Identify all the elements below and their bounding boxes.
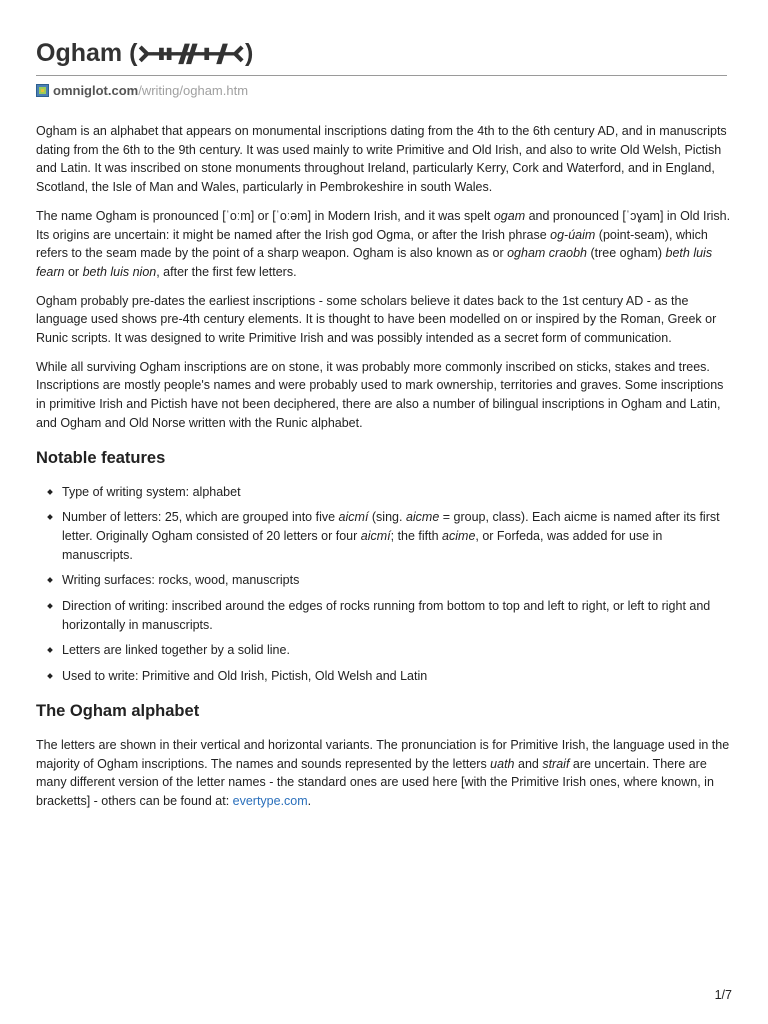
alphabet-paragraph: The letters are shown in their vertical and horizontal variants. The pronunciation is for Primitive Irish, the language used in the majority of Ogham inscriptions. The names and sounds represented by the letters uath and straif are uncertain. There are many different version of the letter names - the standard ones are used here [with the Primitive Irish ones, where known, in bracketts] - others can be found at: evertype.com. bbox=[36, 737, 730, 808]
list-item: Writing surfaces: rocks, wood, manuscripts bbox=[62, 571, 734, 590]
ogham-alphabet-heading: The Ogham alphabet bbox=[36, 701, 200, 720]
page-number: 1/7 bbox=[714, 988, 732, 1002]
article-body bbox=[36, 122, 734, 821]
source-path[interactable]: /writing/ogham.htm bbox=[138, 83, 249, 98]
features-list bbox=[36, 483, 734, 686]
list-item: Direction of writing: inscribed around the edges of rocks running from bottom to top and left to right, or left to right and horizontally in manuscripts. bbox=[62, 597, 734, 634]
intro-paragraph-2: The name Ogham is pronounced [ˈoːm] or [ˈoːəm] in Modern Irish, and it was spelt ogam and pronounced [ˈɔɣam] in Old Irish. Its origins are uncertain: it might be named after the Irish god Ogma, or after the Irish phrase og-úaim (point-seam), which refers to the seam made by the point of a sharp weapon. Ogham is also known as or ogham craobh (tree ogham) beth luis fearn or beth luis nion, after the first few letters. bbox=[36, 208, 731, 279]
title-divider bbox=[36, 75, 727, 76]
intro-paragraph-4: While all surviving Ogham inscriptions are on stone, it was probably more commonly inscribed on sticks, stakes and trees. Inscriptions are mostly people's names and were probably used to mark ownership, territories and graves. Some inscriptions in primitive Irish and Pictish have not been deciphered, there are also a number of bilingual inscriptions in Ogham and Latin, and Ogham and Old Norse written with the Runic alphabet. bbox=[36, 359, 724, 430]
omniglot-favicon-icon bbox=[36, 84, 49, 97]
list-item: Letters are linked together by a solid line. bbox=[62, 641, 734, 660]
source-url[interactable] bbox=[36, 83, 248, 99]
list-item: Type of writing system: alphabet bbox=[62, 483, 734, 502]
evertype-link[interactable]: evertype.com bbox=[232, 793, 308, 808]
source-domain[interactable]: omniglot.com bbox=[53, 83, 139, 98]
notable-features-heading: Notable features bbox=[36, 448, 166, 467]
page-title: Ogham (᚛ᚑᚌᚐᚋ᚜) bbox=[36, 39, 254, 67]
intro-paragraph-1: Ogham is an alphabet that appears on monumental inscriptions dating from the 4th to the 6th century AD, and in manuscripts dating from the 6th to the 9th century. It was used mainly to write Primitive and Old Irish, and also to write Old Welsh, Pictish and Latin. It was inscribed on stone monuments throughout Ireland, particularly Kerry, Cork and Waterford, and in England, Scotland, the Isle of Man and Wales, particularly in Pembrokeshire in south Wales. bbox=[36, 124, 727, 195]
intro-paragraph-3: Ogham probably pre-dates the earliest inscriptions - some scholars believe it dates back to the 1st century AD - as the language used shows pre-4th century elements. It is thought to have been modelled on or inspired by the Roman, Greek or Runic scripts. It was designed to write Primitive Irish and was possibly intended as a secret form of communication. bbox=[36, 293, 717, 346]
list-item: Number of letters: 25, which are grouped into five aicmí (sing. aicme = group, class). Each aicme is named after its first letter. Originally Ogham consisted of 20 letters or four aicmí; the fifth acime, or Forfeda, was added for use in manuscripts. bbox=[62, 508, 734, 564]
list-item: Used to write: Primitive and Old Irish, Pictish, Old Welsh and Latin bbox=[62, 667, 734, 686]
